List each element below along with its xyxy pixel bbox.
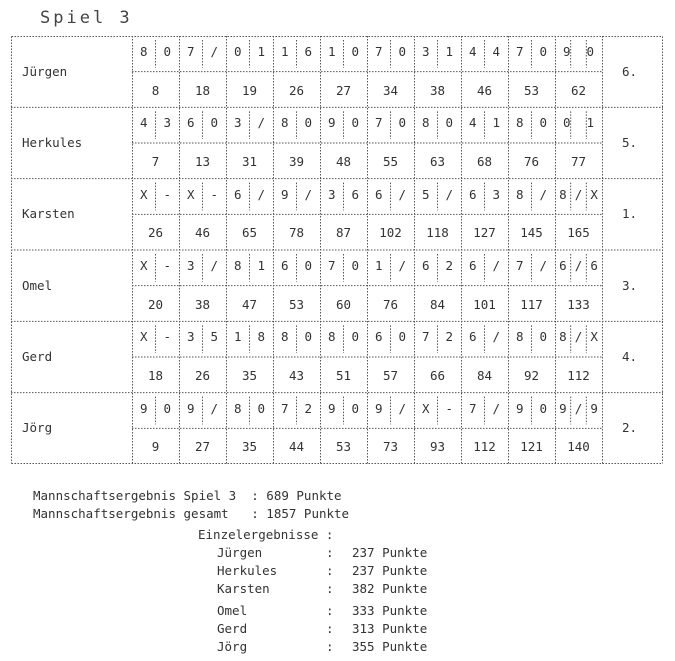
roll-value: - bbox=[163, 258, 172, 273]
roll-value: X bbox=[421, 400, 430, 416]
roll-value: 6 bbox=[468, 258, 477, 273]
frame-total: 84 bbox=[429, 296, 446, 312]
roll-value: 6 bbox=[468, 329, 477, 345]
roll-value: 7 bbox=[515, 258, 524, 273]
roll-value: 7 bbox=[186, 44, 195, 59]
roll-value: 9 bbox=[186, 400, 195, 416]
roll-value: 2 bbox=[445, 258, 454, 273]
frame-total: 53 bbox=[288, 296, 305, 312]
roll-value: 4 bbox=[468, 44, 477, 59]
roll-value: 6 bbox=[421, 258, 430, 273]
individual-separator: : bbox=[326, 639, 334, 654]
roll-value: 0 bbox=[562, 115, 571, 131]
frame-total: 66 bbox=[429, 368, 446, 383]
roll-value: 6 bbox=[374, 329, 383, 345]
team-game-result: Mannschaftsergebnis Spiel 3 : 689 Punkte bbox=[33, 488, 342, 503]
roll-value: - bbox=[445, 400, 454, 416]
frame-total: 51 bbox=[335, 368, 352, 383]
frame-total: 44 bbox=[288, 439, 305, 455]
frame-total: 8 bbox=[151, 82, 160, 98]
roll-value: 8 bbox=[421, 115, 430, 131]
frame-total: 55 bbox=[382, 154, 399, 169]
frame-total: 87 bbox=[335, 225, 352, 241]
roll-value: 8 bbox=[280, 115, 289, 131]
roll-value: 9 bbox=[515, 400, 524, 416]
roll-value: / bbox=[574, 329, 583, 345]
frame-total: 35 bbox=[241, 439, 258, 455]
frame-total: 78 bbox=[288, 225, 305, 241]
roll-value: 0 bbox=[233, 44, 242, 59]
frame-total: 18 bbox=[194, 82, 211, 98]
frame-total: 31 bbox=[241, 154, 258, 169]
frame-total: 60 bbox=[335, 296, 352, 312]
roll-value: / bbox=[492, 258, 501, 273]
frame-total: 38 bbox=[429, 82, 446, 98]
roll-value: X bbox=[590, 329, 598, 345]
roll-value: 6 bbox=[351, 186, 360, 202]
frame-total: 68 bbox=[476, 154, 493, 169]
frame-total: 165 bbox=[567, 225, 590, 241]
roll-value: 0 bbox=[304, 329, 313, 345]
frame-total: 9 bbox=[151, 439, 160, 455]
roll-value: 6 bbox=[590, 258, 598, 273]
roll-value: 0 bbox=[445, 115, 454, 131]
roll-value: / bbox=[210, 44, 219, 59]
roll-value: 7 bbox=[327, 258, 336, 273]
roll-value: 8 bbox=[139, 44, 148, 59]
roll-value: 3 bbox=[186, 258, 195, 273]
roll-value: 3 bbox=[163, 115, 172, 131]
frame-total: 38 bbox=[194, 296, 211, 312]
roll-value: 4 bbox=[492, 44, 501, 59]
roll-value: - bbox=[163, 329, 172, 345]
frame-total: 7 bbox=[151, 154, 160, 169]
frame-total: 140 bbox=[567, 439, 590, 455]
page-title: Spiel 3 bbox=[40, 8, 133, 28]
roll-value: 0 bbox=[586, 44, 595, 59]
roll-value: / bbox=[398, 258, 407, 273]
individual-separator: : bbox=[326, 621, 334, 636]
roll-value: 6 bbox=[280, 258, 289, 273]
frame-total: 117 bbox=[520, 296, 543, 312]
roll-value: - bbox=[163, 186, 172, 202]
frame-total: 112 bbox=[473, 439, 496, 455]
frame-total: 20 bbox=[147, 296, 164, 312]
frame-total: 62 bbox=[570, 82, 587, 98]
frame-total: 92 bbox=[523, 368, 540, 383]
roll-value: 0 bbox=[163, 400, 172, 416]
roll-value: 6 bbox=[304, 44, 313, 59]
roll-value: 2 bbox=[445, 329, 454, 345]
roll-value: 0 bbox=[210, 115, 219, 131]
roll-value: 9 bbox=[562, 44, 571, 59]
player-rank: 2. bbox=[622, 420, 638, 436]
individual-results-heading: Einzelergebnisse : bbox=[198, 527, 334, 542]
roll-value: 3 bbox=[233, 115, 242, 131]
roll-value: 7 bbox=[374, 115, 383, 131]
roll-value: 4 bbox=[139, 115, 148, 131]
roll-value: 0 bbox=[304, 115, 313, 131]
roll-value: 2 bbox=[304, 400, 313, 416]
roll-value: 8 bbox=[257, 329, 266, 345]
roll-value: 0 bbox=[351, 329, 360, 345]
roll-value: 0 bbox=[398, 329, 407, 345]
individual-name: Omel bbox=[217, 603, 248, 618]
frame-total: 121 bbox=[520, 439, 543, 455]
frame-total: 84 bbox=[476, 368, 493, 383]
roll-value: 0 bbox=[351, 115, 360, 131]
frame-total: 102 bbox=[379, 225, 402, 241]
roll-value: 3 bbox=[327, 186, 336, 202]
roll-value: 0 bbox=[351, 258, 360, 273]
roll-value: 0 bbox=[539, 115, 548, 131]
roll-value: 6 bbox=[233, 186, 242, 202]
roll-value: 1 bbox=[257, 258, 266, 273]
roll-value: 0 bbox=[351, 44, 360, 59]
roll-value: X bbox=[590, 186, 598, 202]
frame-total: 63 bbox=[429, 154, 446, 169]
individual-name: Herkules bbox=[217, 563, 278, 578]
roll-value: / bbox=[492, 329, 501, 345]
roll-value: X bbox=[139, 329, 148, 345]
roll-value: 8 bbox=[327, 329, 336, 345]
roll-value: X bbox=[139, 258, 148, 273]
roll-value: 8 bbox=[559, 329, 567, 345]
roll-value: 0 bbox=[257, 400, 266, 416]
frame-total: 53 bbox=[335, 439, 352, 455]
frame-total: 27 bbox=[194, 439, 211, 455]
frame-total: 26 bbox=[194, 368, 211, 383]
player-name: Karsten bbox=[22, 206, 75, 222]
frame-total: 26 bbox=[288, 82, 305, 98]
roll-value: 0 bbox=[304, 258, 313, 273]
roll-value: 7 bbox=[374, 44, 383, 59]
frame-total: 57 bbox=[382, 368, 399, 383]
player-rank: 4. bbox=[622, 349, 638, 364]
individual-name: Karsten bbox=[217, 581, 270, 596]
roll-value: 1 bbox=[327, 44, 336, 59]
roll-value: 8 bbox=[233, 258, 242, 273]
individual-separator: : bbox=[326, 563, 334, 578]
roll-value: / bbox=[210, 400, 219, 416]
roll-value: 0 bbox=[398, 44, 407, 59]
player-rank: 3. bbox=[622, 277, 638, 293]
roll-value: 1 bbox=[586, 115, 595, 131]
frame-total: 26 bbox=[147, 225, 164, 241]
individual-points: 333 Punkte bbox=[352, 603, 428, 618]
roll-value: 1 bbox=[257, 44, 266, 59]
frame-total: 77 bbox=[570, 154, 587, 169]
roll-value: 8 bbox=[233, 400, 242, 416]
individual-separator: : bbox=[326, 603, 334, 618]
roll-value: 7 bbox=[515, 44, 524, 59]
roll-value: 3 bbox=[421, 44, 430, 59]
individual-name: Jürgen bbox=[217, 545, 263, 560]
roll-value: / bbox=[257, 186, 266, 202]
frame-total: 46 bbox=[476, 82, 493, 98]
roll-value: 1 bbox=[492, 115, 501, 131]
frame-total: 19 bbox=[241, 82, 258, 98]
frame-total: 76 bbox=[523, 154, 540, 169]
player-name: Jürgen bbox=[22, 63, 68, 79]
frame-total: 27 bbox=[335, 82, 352, 98]
roll-value: 9 bbox=[327, 115, 336, 131]
individual-points: 313 Punkte bbox=[352, 621, 428, 636]
roll-value: / bbox=[398, 400, 407, 416]
individual-points: 237 Punkte bbox=[352, 545, 428, 560]
player-rank: 1. bbox=[622, 206, 638, 222]
frame-total: 53 bbox=[523, 82, 540, 98]
roll-value: 0 bbox=[351, 400, 360, 416]
roll-value: 5 bbox=[421, 186, 430, 202]
roll-value: 8 bbox=[515, 115, 524, 131]
roll-value: 8 bbox=[515, 329, 524, 345]
roll-value: / bbox=[210, 258, 219, 273]
player-name: Omel bbox=[22, 277, 53, 293]
grid-lines bbox=[11, 36, 663, 464]
roll-value: 6 bbox=[186, 115, 195, 131]
roll-value: 8 bbox=[559, 186, 567, 202]
frame-total: 43 bbox=[288, 368, 305, 383]
frame-total: 101 bbox=[473, 296, 496, 312]
roll-value: 0 bbox=[539, 329, 548, 345]
roll-value: 4 bbox=[468, 115, 477, 131]
frame-total: 112 bbox=[567, 368, 590, 383]
roll-value: - bbox=[210, 186, 219, 202]
individual-separator: : bbox=[326, 581, 334, 596]
roll-value: 6 bbox=[374, 186, 383, 202]
score-table bbox=[11, 36, 663, 464]
roll-value: 6 bbox=[468, 186, 477, 202]
frame-total: 35 bbox=[241, 368, 258, 383]
roll-value: 1 bbox=[374, 258, 383, 273]
roll-value: 9 bbox=[280, 186, 289, 202]
player-rank: 6. bbox=[622, 63, 638, 79]
frame-total: 65 bbox=[241, 225, 258, 241]
individual-points: 355 Punkte bbox=[352, 639, 428, 654]
individual-name: Gerd bbox=[217, 621, 248, 636]
frame-total: 46 bbox=[194, 225, 211, 241]
roll-value: 9 bbox=[327, 400, 336, 416]
roll-value: 8 bbox=[515, 186, 524, 202]
player-rank: 5. bbox=[622, 135, 638, 150]
roll-value: 7 bbox=[421, 329, 430, 345]
roll-value: / bbox=[304, 186, 313, 202]
roll-value: / bbox=[492, 400, 501, 416]
frame-total: 18 bbox=[147, 368, 164, 383]
roll-value: / bbox=[257, 115, 266, 131]
roll-value: X bbox=[186, 186, 195, 202]
roll-value: 9 bbox=[559, 400, 567, 416]
roll-value: 8 bbox=[280, 329, 289, 345]
roll-value: / bbox=[445, 186, 454, 202]
roll-value: 9 bbox=[590, 400, 598, 416]
roll-value: 9 bbox=[374, 400, 383, 416]
frame-total: 93 bbox=[429, 439, 446, 455]
frame-total: 47 bbox=[241, 296, 258, 312]
roll-value: 0 bbox=[539, 400, 548, 416]
roll-value: / bbox=[574, 258, 583, 273]
frame-total: 34 bbox=[382, 82, 399, 98]
roll-value: 0 bbox=[163, 44, 172, 59]
roll-value: 0 bbox=[539, 44, 548, 59]
roll-value: 0 bbox=[398, 115, 407, 131]
roll-value: / bbox=[398, 186, 407, 202]
roll-value: 1 bbox=[233, 329, 242, 345]
individual-points: 237 Punkte bbox=[352, 563, 428, 578]
player-name: Herkules bbox=[22, 135, 83, 150]
roll-value: / bbox=[574, 400, 583, 416]
roll-value: 5 bbox=[210, 329, 219, 345]
team-total-result: Mannschaftsergebnis gesamt : 1857 Punkte bbox=[33, 506, 350, 521]
individual-name: Jörg bbox=[217, 639, 248, 654]
player-name: Jörg bbox=[22, 420, 53, 436]
frame-total: 48 bbox=[335, 154, 352, 169]
roll-value: 1 bbox=[280, 44, 289, 59]
roll-value: 6 bbox=[559, 258, 567, 273]
frame-total: 133 bbox=[567, 296, 590, 312]
roll-value: 3 bbox=[186, 329, 195, 345]
frame-total: 76 bbox=[382, 296, 399, 312]
individual-points: 382 Punkte bbox=[352, 581, 428, 596]
individual-separator: : bbox=[326, 545, 334, 560]
frame-total: 39 bbox=[288, 154, 305, 169]
roll-value: / bbox=[574, 186, 583, 202]
roll-value: / bbox=[539, 258, 548, 273]
roll-value: 7 bbox=[280, 400, 289, 416]
frame-total: 118 bbox=[426, 225, 449, 241]
roll-value: 9 bbox=[139, 400, 148, 416]
roll-value: X bbox=[139, 186, 148, 202]
frame-total: 73 bbox=[382, 439, 399, 455]
roll-value: 7 bbox=[468, 400, 477, 416]
frame-total: 127 bbox=[473, 225, 496, 241]
frame-total: 13 bbox=[194, 154, 211, 169]
frame-total: 145 bbox=[520, 225, 543, 241]
roll-value: / bbox=[539, 186, 548, 202]
roll-value: 1 bbox=[445, 44, 454, 59]
roll-value: 3 bbox=[492, 186, 501, 202]
player-name: Gerd bbox=[22, 349, 53, 364]
